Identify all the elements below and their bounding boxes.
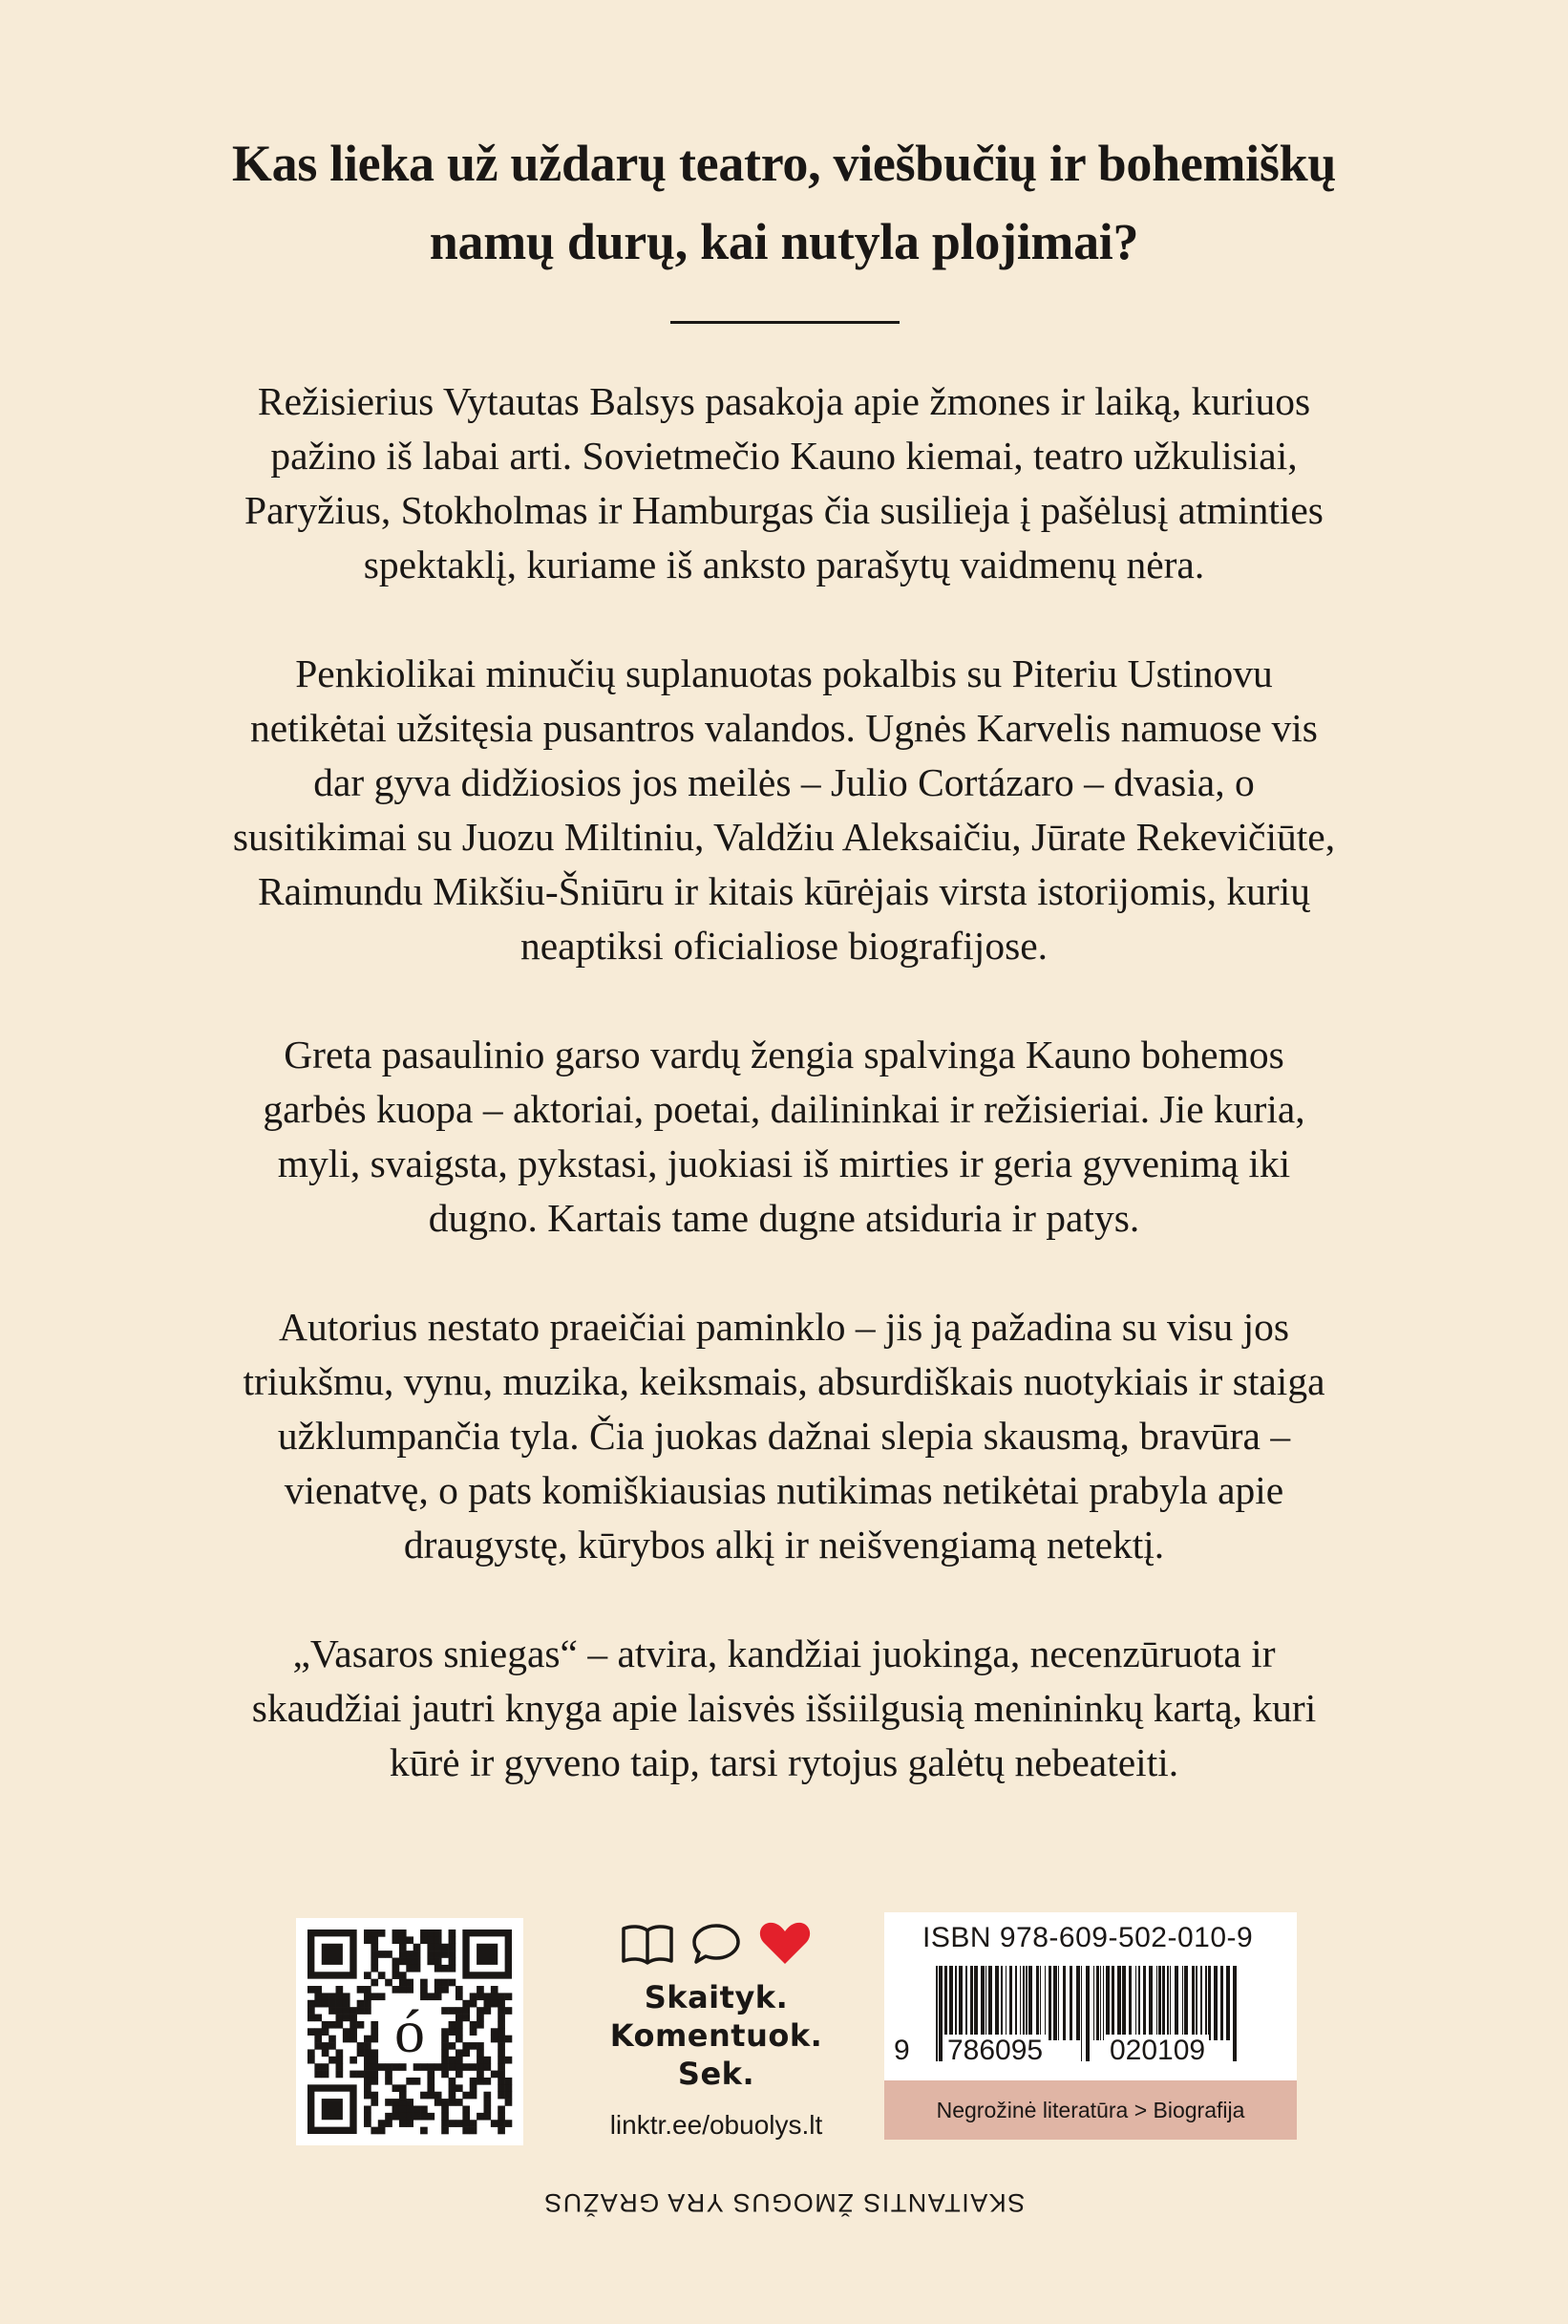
paragraph	[134, 1627, 1434, 1790]
text-line: Penkiolikai minučių suplanuotas pokalbis su Piteriu Ustinovu	[295, 651, 1273, 695]
genre-label: Negrožinė literatūra > Biografija	[884, 2080, 1297, 2140]
text-line: draugystę, kūrybos alkį ir neišvengiamą netektį.	[403, 1523, 1165, 1567]
text-line: kūrė ir gyveno taip, tarsi rytojus galėtų nebeateiti.	[389, 1740, 1179, 1784]
text-line: Greta pasaulinio garso vardų žengia spalvinga Kauno bohemos	[284, 1033, 1284, 1077]
text-line: dar gyva didžiosios jos meilės – Julio Cortázaro – dvasia, o	[313, 760, 1255, 804]
text-line: spektaklį, kuriame iš anksto parašytų vaidmenų nėra.	[363, 543, 1205, 586]
text-line: vienatvę, o pats komiškiausias nutikimas netikėtai prabyla apie	[284, 1468, 1284, 1512]
text-line: netikėtai užsitęsia pusantros valandos. Ugnės Karvelis namuose vis	[250, 706, 1318, 750]
text-line: skaudžiai jautri knyga apie laisvės išsiilgusią menininkų kartą, kuri	[251, 1686, 1317, 1730]
social-block	[573, 1915, 859, 2141]
text-line: užklumpančia tyla. Čia juokas dažnai slepia skausmą, bravūra –	[277, 1414, 1291, 1458]
text-line: neaptiksi oficialiose biografijose.	[519, 924, 1049, 968]
text-line: dugno. Kartais tame dugne atsiduria ir patys.	[428, 1196, 1140, 1240]
text-line: Režisierius Vytautas Balsys pasakoja apie žmones ir laiką, kuriuos	[257, 379, 1311, 423]
divider	[670, 321, 900, 324]
svg-text:ó: ó	[394, 1997, 425, 2065]
paragraph	[134, 1300, 1434, 1572]
text-line: myli, svaigsta, pykstasi, juokiasi iš mirties ir geria gyvenimą iki	[277, 1141, 1291, 1185]
text-line: Raimundu Mikšiu-Šniūru ir kitais kūrėjais virsta istorijomis, kurių	[258, 869, 1310, 913]
social-icons	[573, 1915, 859, 1972]
qr-code[interactable]	[296, 1918, 523, 2145]
social-line: Skaityk.	[644, 1979, 789, 2015]
text-line: pažino iš labai arti. Sovietmečio Kauno kiemai, teatro užkulisiai,	[270, 434, 1298, 478]
barcode-lead-digit: 9	[890, 2035, 914, 2067]
linktree-link[interactable]: linktr.ee/obuolys.lt	[609, 2110, 823, 2140]
speech-bubble-icon	[690, 1922, 742, 1966]
text-line: Paryžius, Stokholmas ir Hamburgas čia susilieja į pašėlusį atminties	[244, 488, 1324, 532]
social-line: Komentuok.	[609, 2017, 823, 2054]
headline-line: Kas lieka už uždarų teatro, viešbučių ir bohemiškų	[231, 135, 1337, 192]
text-line: triukšmu, vynu, muzika, keiksmais, absurdiškais nuotykiais ir staiga	[243, 1359, 1325, 1403]
headline	[115, 124, 1453, 281]
text-line: susitikimai su Juozu Miltiniu, Valdžiu Aleksaičiu, Jūrate Rekevičiūte,	[232, 815, 1336, 859]
text-line: „Vasaros sniegas“ – atvira, kandžiai juokinga, necenzūruota ir	[292, 1631, 1276, 1675]
social-call-to-action	[573, 1978, 859, 2093]
heart-icon	[757, 1920, 813, 1968]
qr-code-icon	[296, 1918, 523, 2145]
slogan: SKAITANTIS ŽMOGUS YRA GRAŽUS	[542, 2188, 1026, 2217]
barcode-box	[884, 1912, 1297, 2140]
isbn-label: ISBN 978-609-502-010-9	[922, 1922, 1254, 1953]
social-line: Sek.	[677, 2056, 755, 2092]
book-icon	[620, 1923, 675, 1965]
blurb	[134, 374, 1434, 1844]
paragraph	[134, 374, 1434, 592]
barcode-left-digits: 786095	[943, 2035, 1047, 2067]
paragraph	[134, 1028, 1434, 1246]
paragraph	[134, 647, 1434, 973]
barcode-right-digits: 020109	[1106, 2035, 1209, 2067]
headline-line: namų durų, kai nutyla plojimai?	[429, 213, 1139, 270]
text-line: Autorius nestato praeičiai paminklo – jis ją pažadina su visu jos	[278, 1305, 1290, 1349]
text-line: garbės kuopa – aktoriai, poetai, dailininkai ir režisieriai. Jie kuria,	[263, 1087, 1305, 1131]
